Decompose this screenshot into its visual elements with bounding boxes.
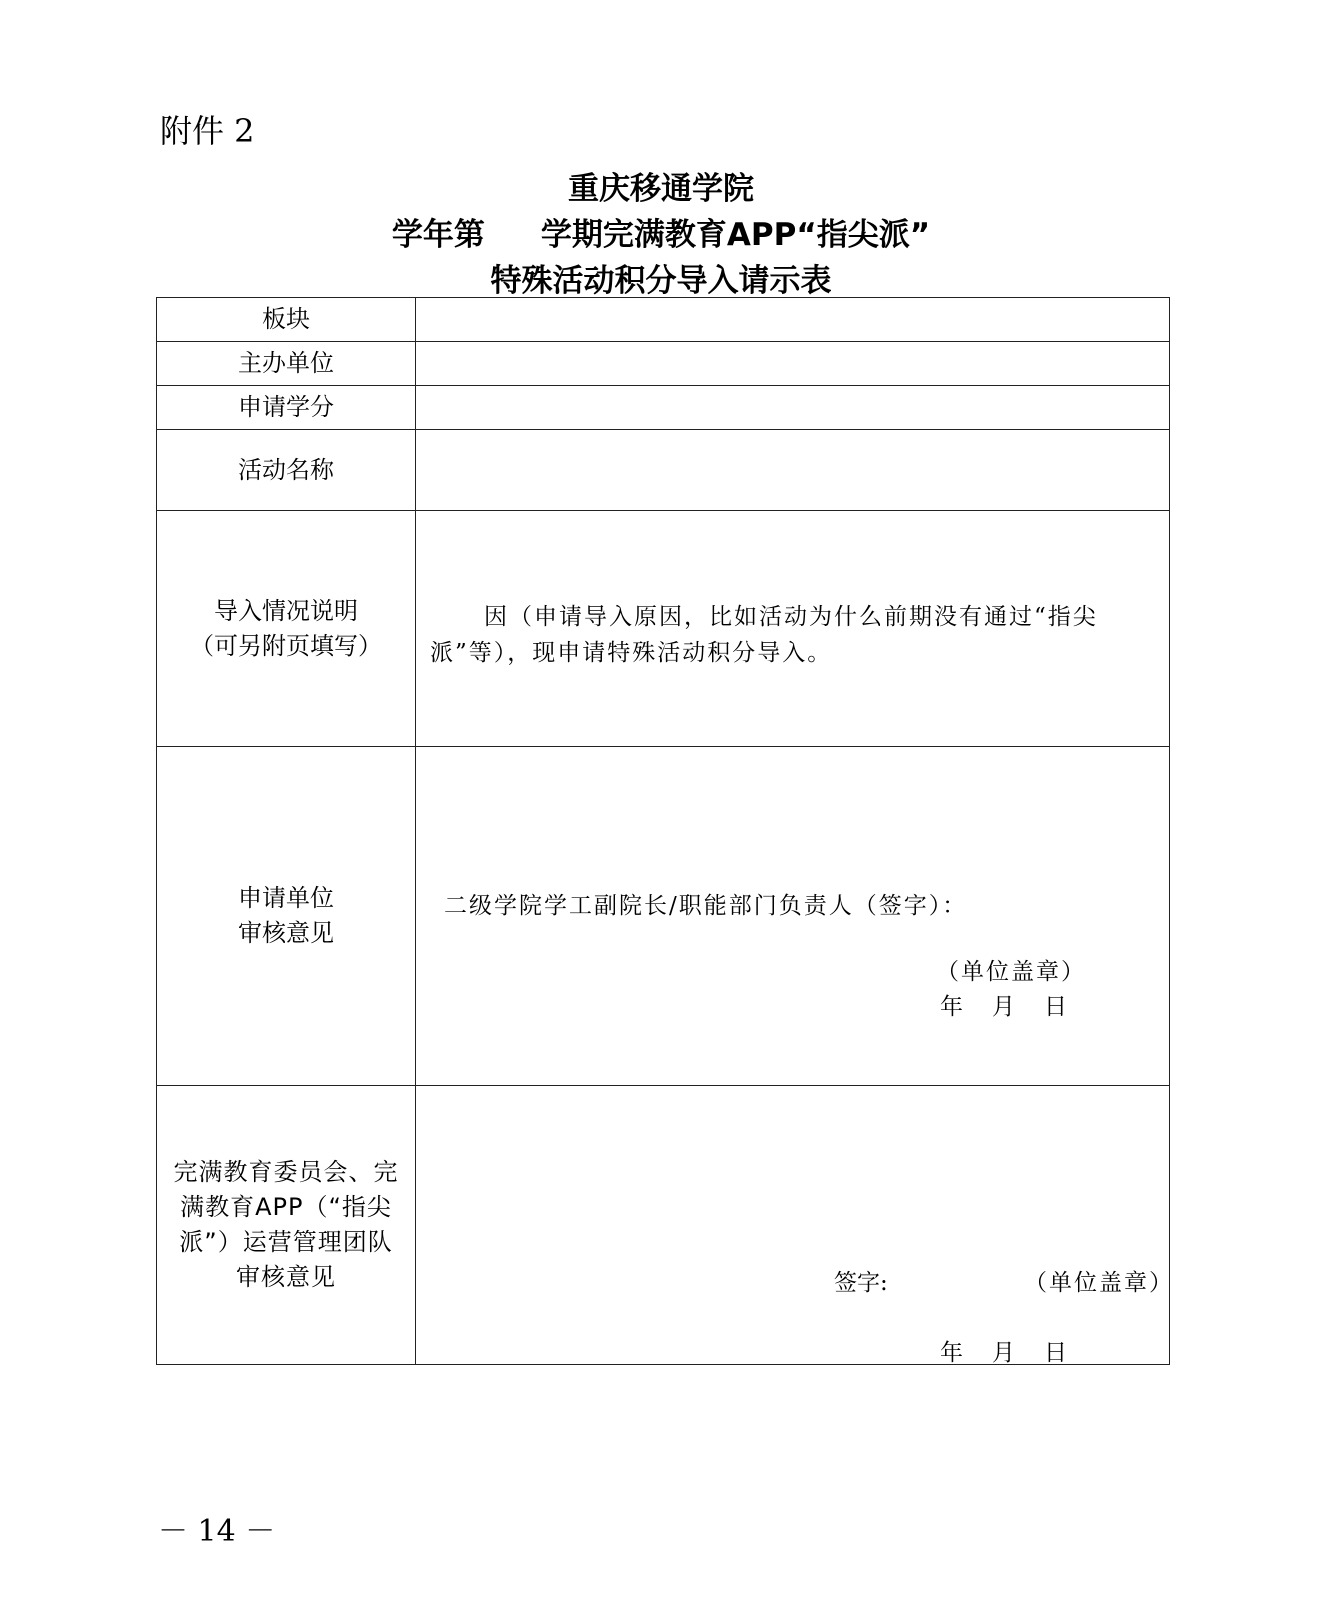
committee-review-date-month: 月: [992, 1340, 1015, 1366]
label-organizer: 主办单位: [157, 342, 416, 386]
attachment-label: 附件 2: [160, 112, 255, 150]
field-activity-name[interactable]: [416, 430, 1170, 511]
row-committee-review: [157, 1086, 1170, 1365]
field-unit-review[interactable]: [416, 747, 1170, 1086]
label-committee-review-line3: 派”）运营管理团队: [179, 1228, 393, 1256]
committee-review-stamp: （单位盖章）: [1024, 1270, 1174, 1296]
row-credits: [157, 386, 1170, 430]
import-description-text: 因（申请导入原因，比如活动为什么前期没有通过“指尖派”等），现申请特殊活动积分导入。: [430, 604, 1098, 666]
label-block: 板块: [157, 298, 416, 342]
title-semester-part-a: 学年第: [391, 217, 485, 253]
label-import-description-line2: （可另附页填写）: [190, 631, 382, 660]
label-activity-name: 活动名称: [157, 430, 416, 511]
title-semester: [0, 209, 1322, 254]
label-unit-review-line2: 审核意见: [238, 919, 334, 947]
title-semester-part-b: 学期完满教育APP“指尖派”: [540, 217, 931, 253]
committee-review-date-year: 年: [940, 1340, 963, 1366]
field-committee-review[interactable]: [416, 1086, 1174, 1366]
label-import-description-line1: 导入情况说明: [214, 596, 358, 625]
unit-review-date-year: 年: [940, 994, 963, 1020]
row-import-description: [157, 511, 1170, 747]
label-committee-review-line1: 完满教育委员会、完: [173, 1158, 399, 1186]
label-committee-review-line2: 满教育APP（“指尖: [180, 1193, 392, 1221]
request-form-table: [156, 297, 1174, 1366]
committee-review-date-day: 日: [1044, 1340, 1067, 1366]
label-credits: 申请学分: [157, 386, 416, 430]
unit-review-signer: 二级学院学工副院长/职能部门负责人（签字）：: [444, 893, 968, 919]
title-school: 重庆移通学院: [568, 171, 754, 207]
unit-review-date-day: 日: [1044, 994, 1067, 1020]
label-import-description: [157, 511, 416, 747]
title-form-name: 特殊活动积分导入请示表: [490, 263, 832, 299]
committee-review-date: [940, 1334, 1096, 1367]
label-unit-review-line1: 申请单位: [238, 884, 334, 912]
unit-review-stamp: （单位盖章）: [936, 959, 1086, 985]
row-activity-name: [157, 430, 1170, 511]
field-import-description[interactable]: [416, 511, 1170, 747]
committee-review-sign: 签字:: [834, 1270, 888, 1296]
unit-review-date: [940, 988, 1096, 1021]
unit-review-date-month: 月: [992, 994, 1015, 1020]
label-committee-review: [157, 1086, 416, 1365]
row-organizer: [157, 342, 1170, 386]
field-credits[interactable]: [416, 386, 1170, 430]
field-block[interactable]: [416, 298, 1170, 342]
row-block: [157, 298, 1170, 342]
page-number: － 14 －: [158, 1514, 276, 1549]
row-unit-review: [157, 747, 1170, 1086]
field-organizer[interactable]: [416, 342, 1170, 386]
label-unit-review: [157, 747, 416, 1086]
label-committee-review-line4: 审核意见: [236, 1263, 336, 1291]
